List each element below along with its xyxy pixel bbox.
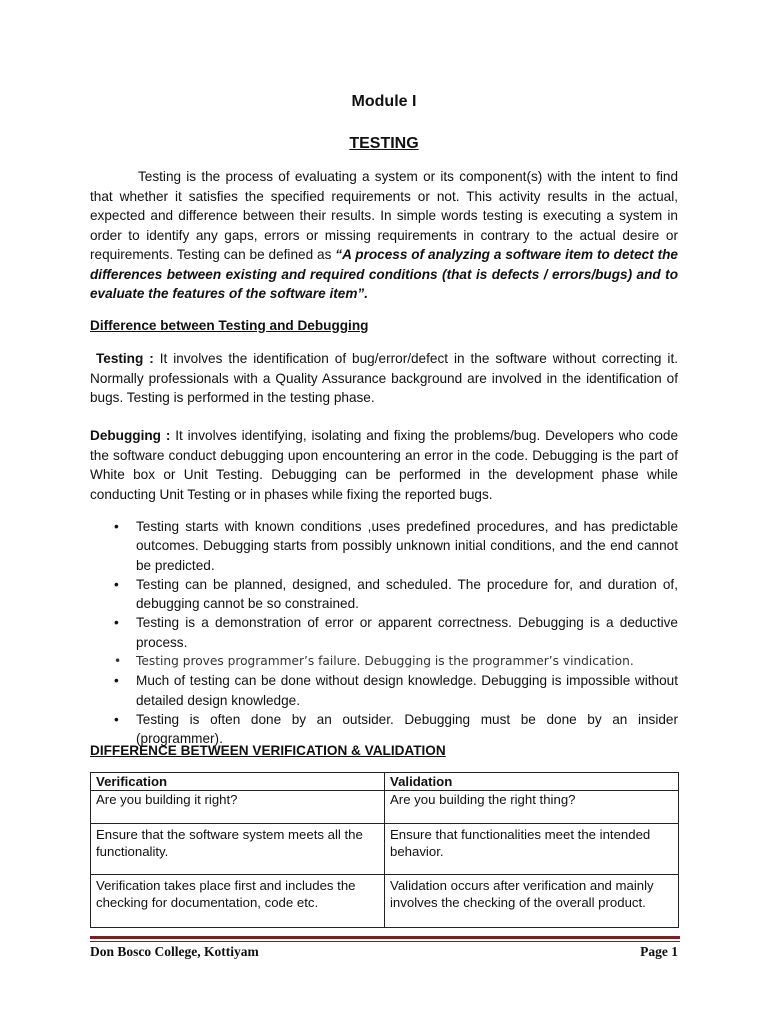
testing-paragraph	[90, 349, 678, 408]
table-cell: Are you building it right?	[91, 791, 385, 824]
module-title: Module I	[351, 93, 417, 110]
list-item: • Much of testing can be done without design knowledge. Debugging is impossible without detailed design knowledge.	[136, 671, 678, 710]
column-header-validation: Validation	[385, 773, 679, 791]
footer-institution: Don Bosco College, Kottiyam	[90, 944, 259, 959]
table-cell: Ensure that the software system meets all the functionality.	[91, 824, 385, 875]
footer-rule-thin	[90, 941, 680, 942]
page-title: TESTING	[349, 135, 419, 152]
intro-paragraph	[90, 167, 678, 304]
table-header-row	[91, 773, 679, 791]
list-item: • Testing starts with known conditions ,uses predefined procedures, and has predictable outcomes. Debugging starts from possibly unknown initial conditions, and the end cannot be predicted.	[136, 517, 678, 575]
list-item: • Testing proves programmer’s failure. Debugging is the programmer’s vindication.	[136, 652, 678, 671]
intro-definition-quote: “A process of analyzing a software item to detect the differences between existing and required conditions (that is defects / errors/bugs) and to evaluate the features of the software item”.	[90, 247, 678, 301]
debugging-text: It involves identifying, isolating and fixing the problems/bug. Developers who code the software conduct debugging upon encountering an error in the code. Debugging is the part of White box or Unit Testing. Debugging can be performed in the development phase while conducting Unit Testing or in phases while fixing the reported bugs.	[90, 428, 679, 502]
list-item: • Testing can be planned, designed, and scheduled. The procedure for, and duration of, debugging cannot be so constrained.	[136, 575, 678, 614]
table-cell: Are you building the right thing?	[385, 791, 679, 824]
table-cell: Ensure that functionalities meet the intended behavior.	[385, 824, 679, 875]
table-row	[91, 791, 679, 824]
verification-validation-table	[90, 772, 679, 928]
testing-text: It involves the identification of bug/error/defect in the software without correcting it. Normally professionals with a Quality Assurance background are involved in the identification of bugs. Testing is performed in the testing phase.	[90, 351, 678, 405]
testing-debugging-heading: Difference between Testing and Debugging	[90, 318, 369, 333]
table-row	[91, 824, 679, 875]
table-cell: Validation occurs after verification and mainly involves the checking of the overall product.	[385, 875, 679, 928]
testing-debugging-bullet-list	[136, 517, 678, 749]
testing-label: Testing :	[95, 351, 154, 366]
verification-validation-heading: DIFFERENCE BETWEEN VERIFICATION & VALIDATION	[90, 743, 446, 758]
table-row	[91, 875, 679, 928]
footer-page-number: Page 1	[640, 944, 678, 959]
table-cell: Verification takes place first and includes the checking for documentation, code etc.	[91, 875, 385, 928]
debugging-label: Debugging :	[90, 428, 171, 443]
footer-rule-thick	[90, 936, 680, 939]
list-item: • Testing is a demonstration of error or apparent correctness. Debugging is a deductive process.	[136, 613, 678, 652]
debugging-paragraph	[90, 426, 678, 504]
column-header-verification: Verification	[91, 773, 385, 791]
list-item: • Testing is often done by an outsider. Debugging must be done by an insider (programmer).	[136, 710, 678, 749]
intro-text: Testing is the process of evaluating a system or its component(s) with the intent to find that whether it satisfies the specified requirements or not. This activity results in the actual, expected and difference between their results. In simple words testing is executing a system in order to identify any gaps, errors or missing requirements in contrary to the actual desire or requirements. Testing can be defined as	[90, 169, 678, 262]
